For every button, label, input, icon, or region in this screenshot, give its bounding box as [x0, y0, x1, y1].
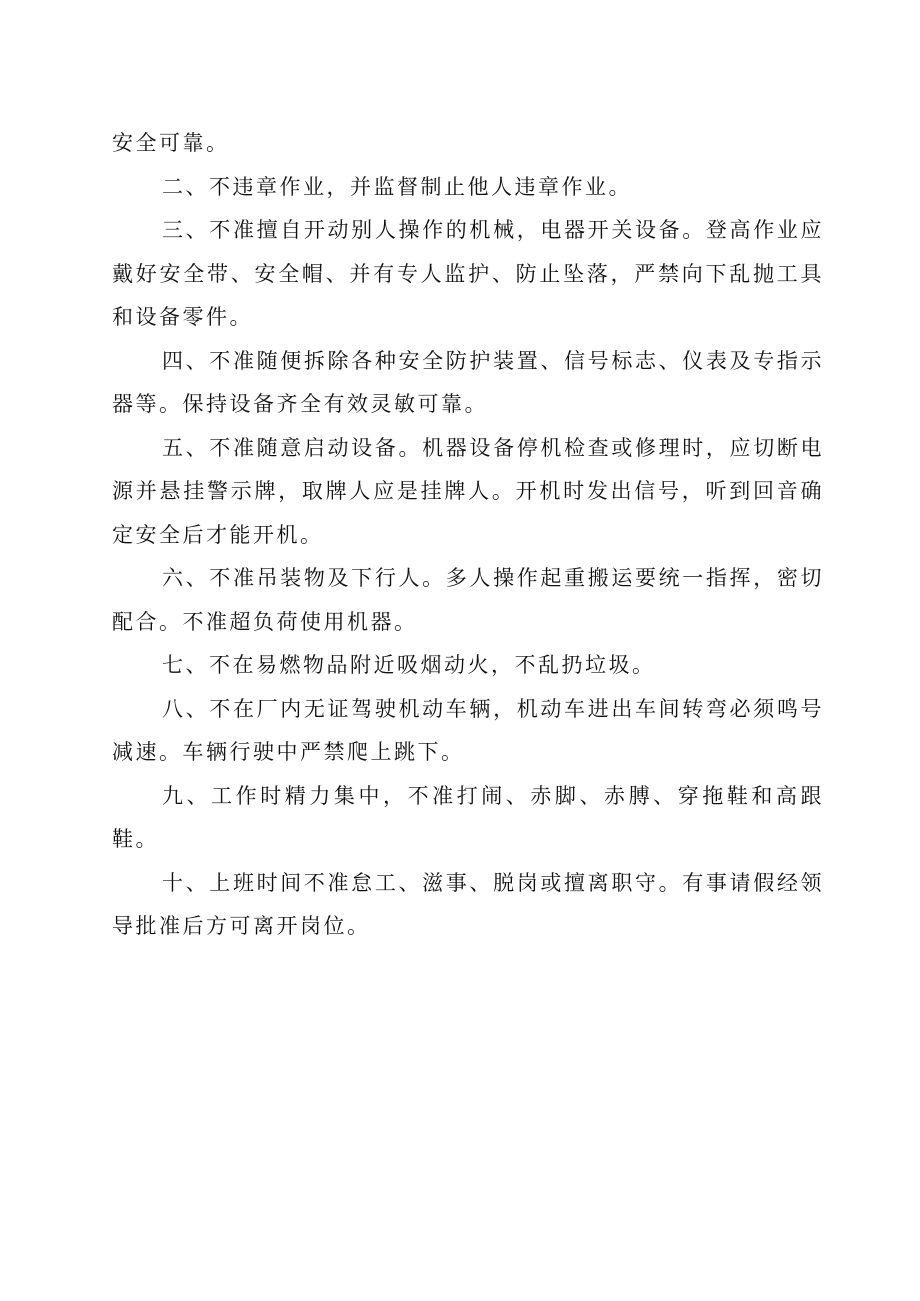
rule-item-3: 三、不准擅自开动别人操作的机械，电器开关设备。登高作业应戴好安全带、安全帽、并有专人监护、防止坠落，严禁向下乱抛工具和设备零件。 — [112, 218, 824, 329]
document-body — [112, 122, 824, 949]
rule-item-6: 六、不准吊装物及下行人。多人操作起重搬运要统一指挥，密切配合。不准超负荷使用机器。 — [112, 566, 824, 634]
rule-item-10: 十、上班时间不准怠工、滋事、脱岗或擅离职守。有事请假经领导批准后方可离开岗位。 — [112, 870, 824, 938]
paragraph-continuation: 安全可靠。 — [112, 131, 230, 155]
rule-item-5: 五、不准随意启动设备。机器设备停机检查或修理时，应切断电源并悬挂警示牌，取牌人应是挂牌人。开机时发出信号，听到回音确定安全后才能开机。 — [112, 435, 824, 547]
rule-item-2: 二、不违章作业，并监督制止他人违章作业。 — [162, 174, 632, 199]
rule-item-8: 八、不在厂内无证驾驶机动车辆，机动车进出车间转弯必须鸣号减速。车辆行驶中严禁爬上跳下。 — [112, 696, 824, 764]
rule-item-9: 九、工作时精力集中，不准打闹、赤脚、赤膊、穿拖鞋和高跟鞋。 — [112, 783, 824, 851]
rule-item-4: 四、不准随便拆除各种安全防护装置、信号标志、仪表及专指示器等。保持设备齐全有效灵敏可靠。 — [112, 348, 824, 416]
rule-item-7: 七、不在易燃物品附近吸烟动火，不乱扔垃圾。 — [162, 653, 656, 677]
